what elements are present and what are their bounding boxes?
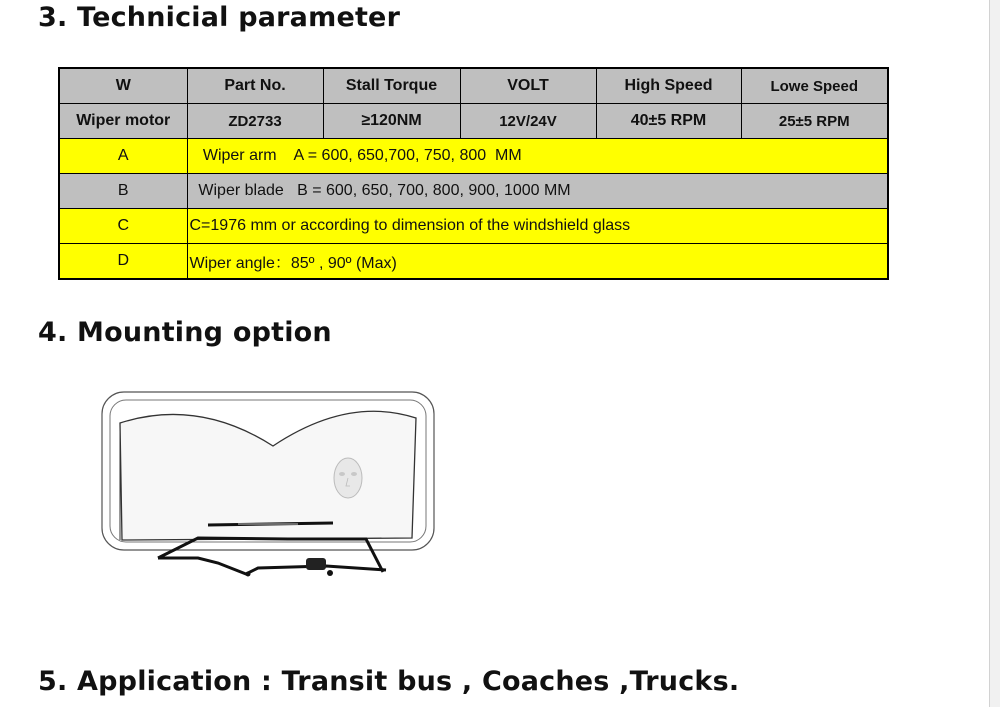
table-header-cell: Lowe Speed bbox=[741, 68, 888, 104]
table-header-cell: W bbox=[59, 68, 187, 104]
windshield-wiper-diagram-icon bbox=[98, 388, 438, 580]
section-title-mounting: 4. Mounting option bbox=[38, 317, 332, 348]
table-row bbox=[59, 209, 888, 244]
table-header-cell: VOLT bbox=[460, 68, 596, 104]
section-title-technical: 3. Technicial parameter bbox=[38, 2, 401, 33]
table-header-row bbox=[59, 68, 888, 104]
table-row bbox=[59, 244, 888, 280]
option-description: Wiper angle：85º , 90º (Max) bbox=[187, 244, 888, 280]
table-header-cell: Part No. bbox=[187, 68, 323, 104]
option-key: B bbox=[59, 174, 187, 209]
table-row bbox=[59, 139, 888, 174]
option-key: A bbox=[59, 139, 187, 174]
table-header-cell: Stall Torque bbox=[323, 68, 460, 104]
table-cell: ≥120NM bbox=[323, 104, 460, 139]
option-description: Wiper arm A = 600, 650,700, 750, 800 MM bbox=[187, 139, 888, 174]
table-cell: ZD2733 bbox=[187, 104, 323, 139]
option-description: Wiper blade B = 600, 650, 700, 800, 900, 1000 MM bbox=[187, 174, 888, 209]
option-description: C=1976 mm or according to dimension of the windshield glass bbox=[187, 209, 888, 244]
table-row bbox=[59, 104, 888, 139]
table-row bbox=[59, 174, 888, 209]
table-cell: 12V/24V bbox=[460, 104, 596, 139]
table-cell: 25±5 RPM bbox=[741, 104, 888, 139]
table-cell: 40±5 RPM bbox=[596, 104, 741, 139]
table-header-cell: High Speed bbox=[596, 68, 741, 104]
section-title-application: 5. Application : Transit bus , Coaches ,Trucks. bbox=[38, 666, 740, 697]
table-cell: Wiper motor bbox=[59, 104, 187, 139]
option-key: D bbox=[59, 244, 187, 280]
scrollbar-track[interactable] bbox=[989, 0, 1000, 707]
option-key: C bbox=[59, 209, 187, 244]
parameter-table bbox=[58, 67, 889, 280]
